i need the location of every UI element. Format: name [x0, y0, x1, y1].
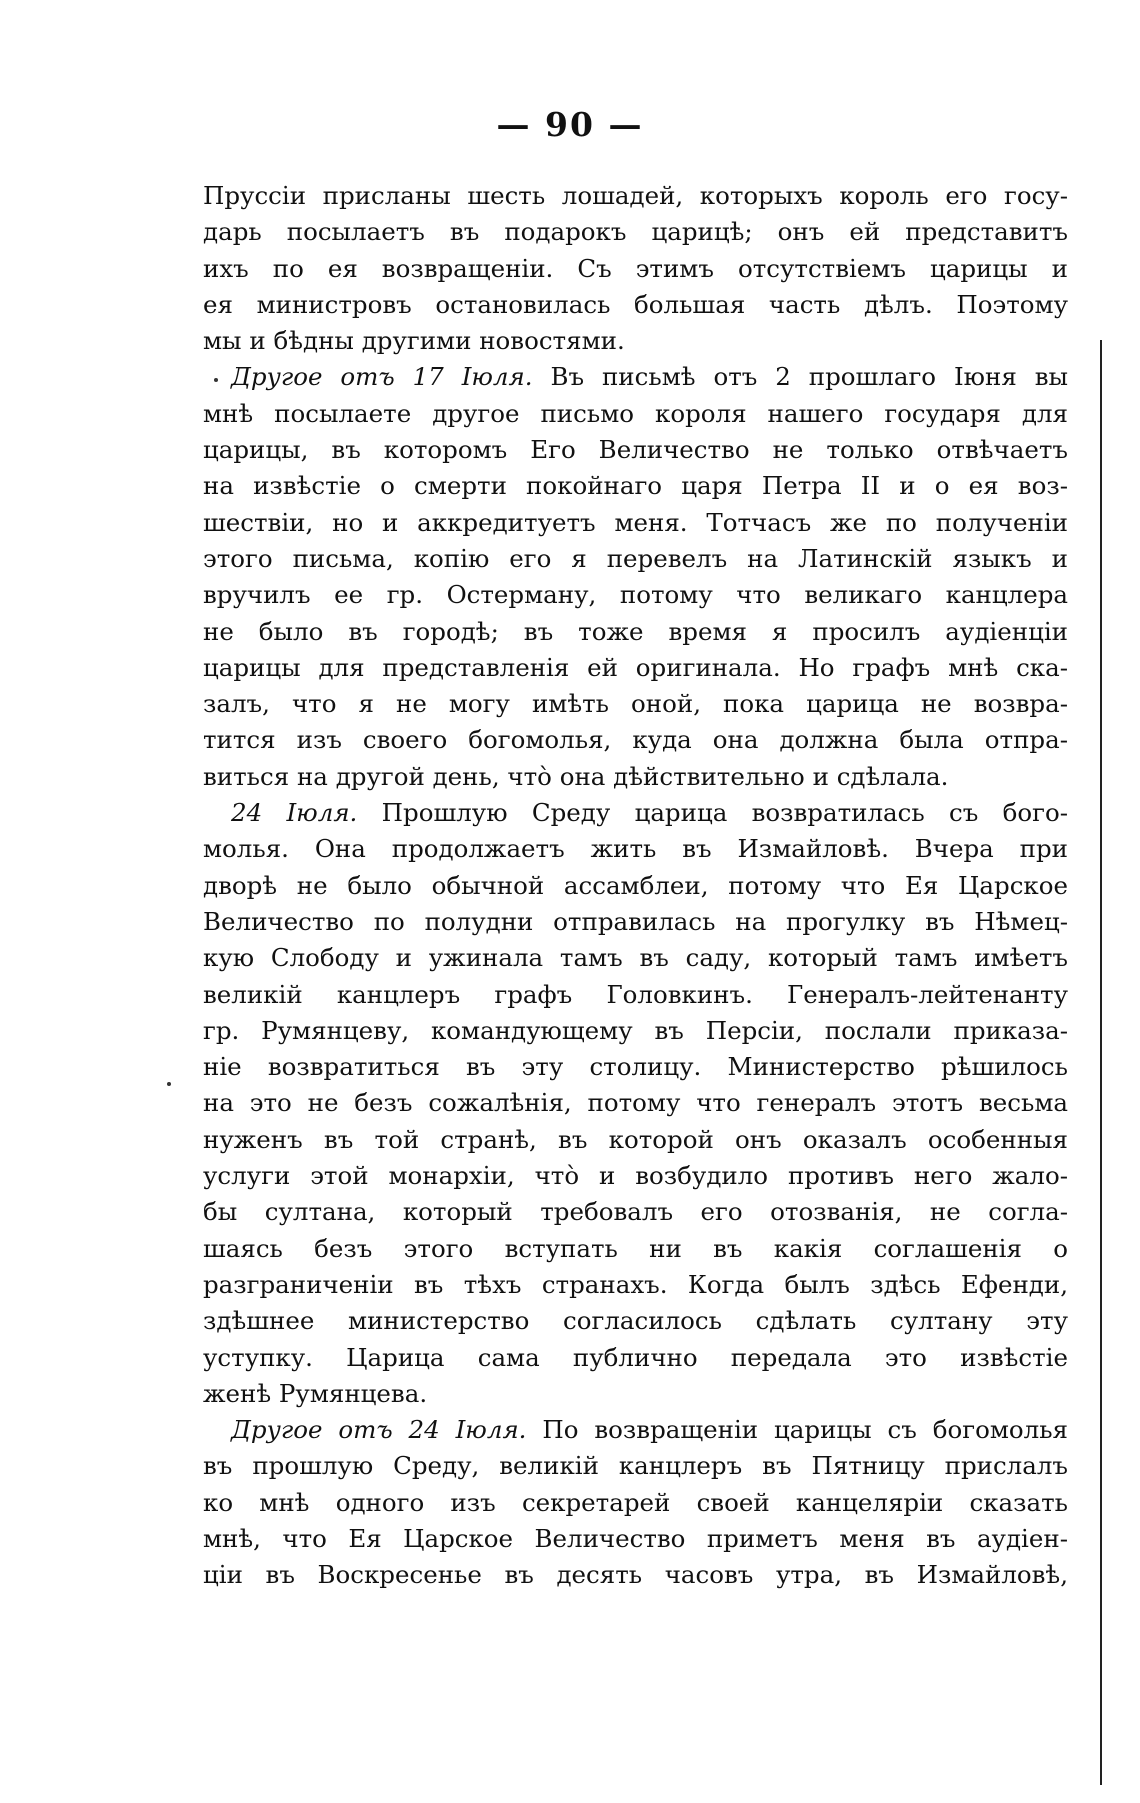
text-line: уступку. Царица сама публично передала это извѣстіе [203, 1342, 1068, 1372]
text-line: ко мнѣ одного изъ секретарей своей канцеляріи сказать [203, 1487, 1068, 1517]
print-speck [214, 378, 218, 382]
text-line: этого письма, копію его я перевелъ на Латинскій языкъ и [203, 543, 1068, 573]
text-line: на извѣстіе о смерти покойнаго царя Петра II и о ея воз- [203, 471, 1068, 501]
text-line: шаясь безъ этого вступать ни въ какія соглашенія о [203, 1233, 1068, 1263]
text-line: мы и бѣдны другими новостями. [203, 326, 625, 356]
text-line: молья. Она продолжаетъ жить въ Измайловѣ. Вчера при [203, 834, 1068, 864]
text-line: дворѣ не было обычной ассамблеи, потому что Ея Царское [203, 870, 1068, 900]
paragraph-first-line [203, 795, 1068, 831]
text-line: на это не безъ сожалѣнія, потому что генералъ этотъ весьма [203, 1088, 1068, 1118]
text-line: мнѣ, что Ея Царское Величество приметъ меня въ аудіен- [203, 1523, 1068, 1553]
text-line: здѣшнее министерство согласилось сдѣлать султану эту [203, 1306, 1068, 1336]
text-line: ея министровъ остановилась большая часть дѣлъ. Поэтому [203, 289, 1068, 319]
text-run: Прошлую Среду царица возвратилась съ бого- [357, 798, 1068, 828]
text-line: въ прошлую Среду, великій канцлеръ въ Пятницу прислалъ [203, 1451, 1068, 1481]
text-line: ніе возвратиться въ эту столицу. Министерство рѣшилось [203, 1052, 1068, 1082]
paragraph-first-line [203, 359, 1068, 395]
text-line: дарь посылаетъ въ подарокъ царицѣ; онъ ей представитъ [203, 217, 1068, 247]
text-line: виться на другой день, что̀ она дѣйствительно и сдѣлала. [203, 761, 949, 791]
text-run: По возвращеніи царицы съ богомолья [526, 1415, 1068, 1445]
body-text [203, 178, 1068, 1594]
text-line: залъ, что я не могу имѣть оной, пока царица не возвра- [203, 689, 1068, 719]
text-line: Пруссіи присланы шесть лошадей, которыхъ король его госу- [203, 181, 1068, 210]
page-edge-rule [1100, 340, 1102, 1785]
text-line: ціи въ Воскресенье въ десять часовъ утра, въ Измайловѣ, [203, 1560, 1068, 1590]
text-line: ихъ по ея возвращеніи. Съ этимъ отсутствіемъ царицы и [203, 253, 1068, 283]
text-line: шествіи, но и аккредитуетъ меня. Тотчасъ же по полученіи [203, 507, 1068, 537]
entry-heading: Другое отъ 17 Іюля. [231, 362, 533, 392]
text-line: бы султана, который требовалъ его отозванія, не согла- [203, 1197, 1068, 1227]
entry-heading: 24 Іюля. [231, 798, 358, 828]
text-run: Въ письмѣ отъ 2 прошлаго Іюня вы [532, 362, 1068, 392]
text-line: услуги этой монархіи, что̀ и возбудило противъ него жало- [203, 1161, 1068, 1191]
text-line: женѣ Румянцева. [203, 1378, 428, 1408]
page-number: — 90 — [496, 105, 644, 144]
text-line: Величество по полудни отправилась на прогулку въ Нѣмец- [203, 906, 1068, 936]
print-speck [167, 1082, 171, 1086]
paragraph-first-line [203, 1412, 1068, 1448]
text-line: кую Слободу и ужинала тамъ въ саду, который тамъ имѣетъ [203, 943, 1068, 973]
entry-heading: Другое отъ 24 Іюля. [231, 1415, 527, 1445]
text-line: вручилъ ее гр. Остерману, потому что великаго канцлера [203, 580, 1068, 610]
text-line: тится изъ своего богомолья, куда она должна была отпра- [203, 725, 1068, 755]
text-line: мнѣ посылаете другое письмо короля нашего государя для [203, 398, 1068, 428]
text-line: нуженъ въ той странѣ, въ которой онъ оказалъ особенныя [203, 1124, 1068, 1154]
text-line: разграниченіи въ тѣхъ странахъ. Когда былъ здѣсь Ефенди, [203, 1269, 1068, 1299]
text-line: великій канцлеръ графъ Головкинъ. Генералъ-лейтенанту [203, 979, 1068, 1009]
text-line: царицы, въ которомъ Его Величество не только отвѣчаетъ [203, 435, 1068, 465]
text-line: гр. Румянцеву, командующему въ Персіи, послали приказа- [203, 1015, 1068, 1045]
text-line: царицы для представленія ей оригинала. Но графъ мнѣ ска- [203, 652, 1068, 682]
text-line: не было въ городѣ; въ тоже время я просилъ аудіенціи [203, 616, 1068, 646]
